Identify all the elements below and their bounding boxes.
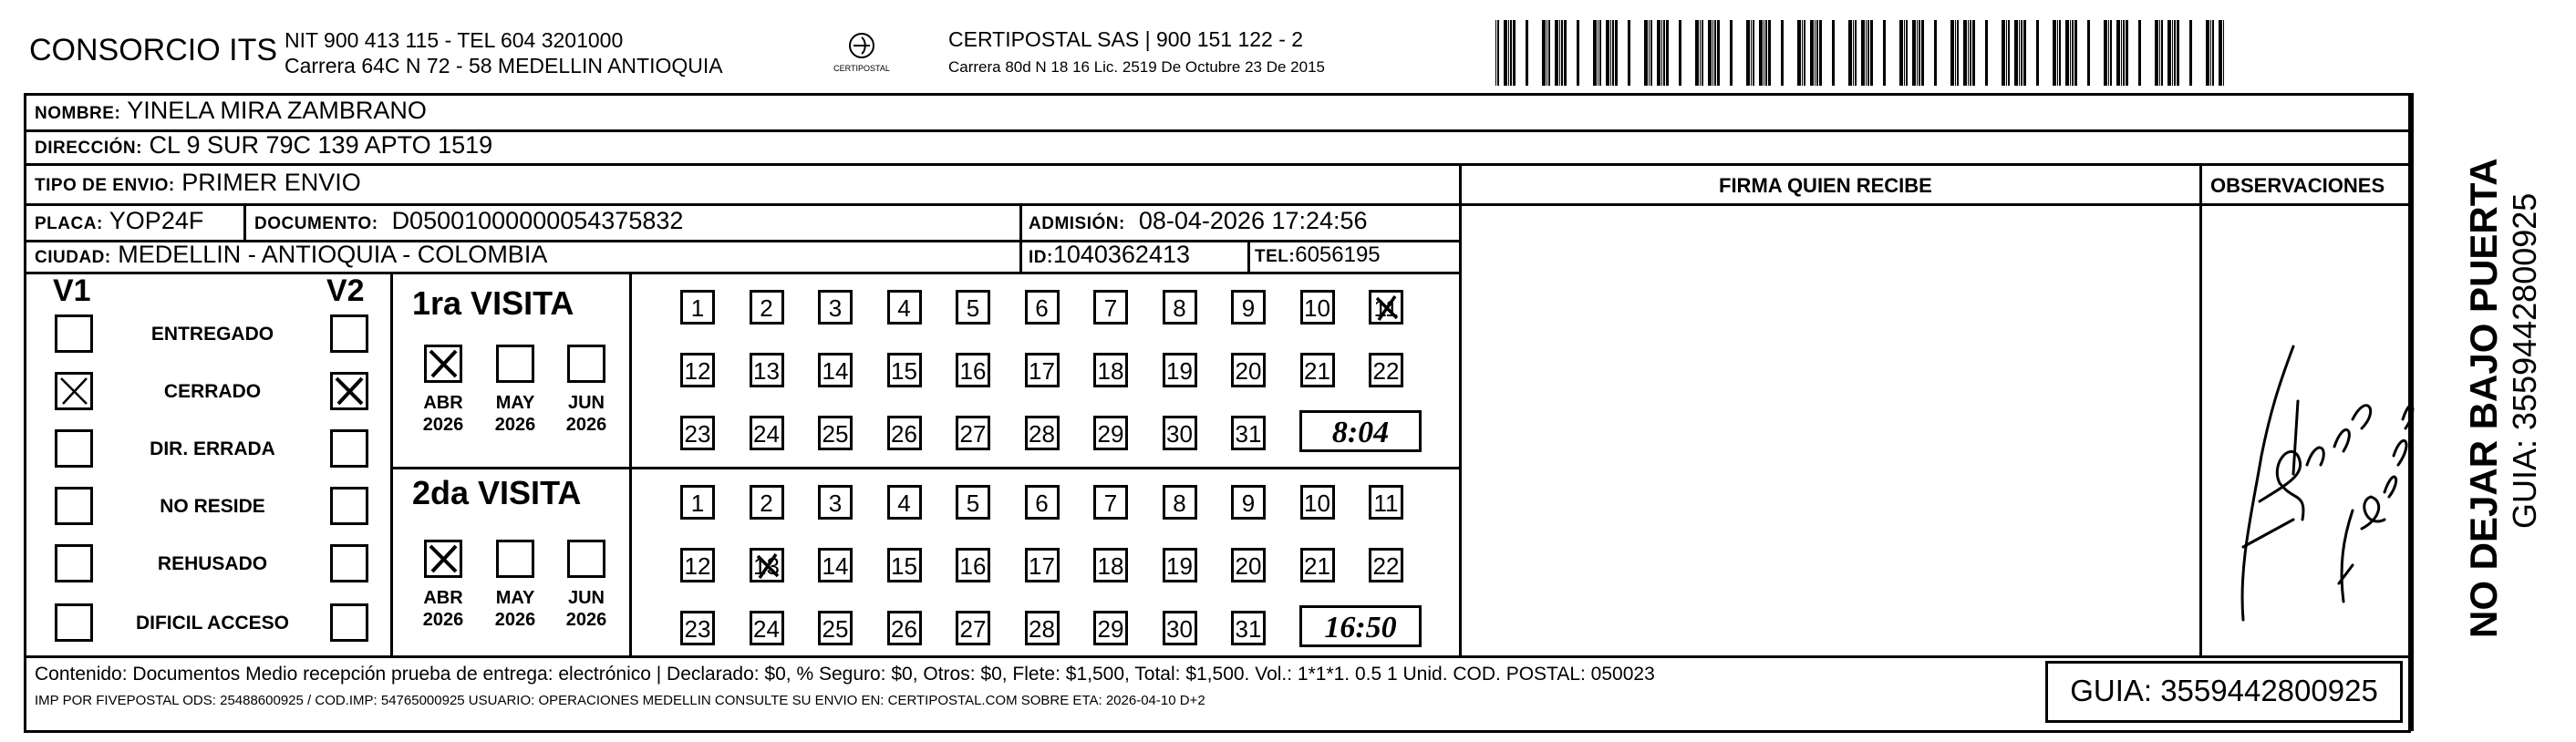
barcode-bar — [1970, 20, 1971, 86]
month-checkbox[interactable] — [424, 345, 462, 383]
barcode-bar — [1950, 20, 1954, 86]
time-handwritten — [1302, 413, 1419, 449]
barcode-bar — [1963, 20, 1967, 86]
time-box — [1299, 605, 1422, 647]
v2-checkbox[interactable] — [330, 429, 368, 468]
barcode-bar — [1599, 20, 1601, 86]
v1-checkbox[interactable] — [55, 487, 93, 525]
day-box[interactable]: 21 — [1300, 548, 1335, 582]
day-box[interactable]: 11 — [1369, 485, 1403, 520]
guia-box: GUIA: 3559442800925 — [2045, 661, 2403, 723]
month-year: 2026 — [494, 415, 536, 435]
placa-field: PLACA: YOP24F — [35, 207, 204, 234]
barcode-bar — [1861, 20, 1865, 86]
barcode-bar — [2212, 20, 2214, 86]
day-box[interactable]: 19 — [1163, 548, 1197, 582]
day-box[interactable]: 22 — [1369, 353, 1403, 387]
barcode-bar — [2057, 20, 2058, 86]
day-box[interactable]: 13 — [750, 353, 784, 387]
barcode-bar — [1606, 20, 1609, 86]
barcode-bar — [1866, 20, 1867, 86]
barcode-bar — [1555, 20, 1558, 86]
day-box[interactable]: 25 — [818, 416, 853, 450]
day-box[interactable]: 22 — [1369, 548, 1403, 582]
day-box[interactable]: 2 — [750, 290, 784, 325]
day-box[interactable]: 1 — [680, 485, 715, 520]
barcode-bar — [1816, 20, 1818, 86]
v1-checkbox[interactable] — [55, 544, 93, 582]
barcode-bar — [1853, 20, 1854, 86]
day-box[interactable]: 16 — [956, 353, 990, 387]
barcode-bar — [1593, 20, 1597, 86]
barcode — [1495, 20, 2225, 86]
month-year: 2026 — [422, 610, 464, 630]
day-box[interactable]: 29 — [1093, 611, 1128, 645]
barcode-bar — [2014, 20, 2018, 86]
barcode-bar — [1972, 20, 1975, 86]
handwritten-signature — [2207, 292, 2416, 638]
month-checkbox[interactable] — [567, 540, 605, 578]
barcode-bar — [1934, 20, 1937, 86]
barcode-bar — [1883, 20, 1886, 86]
documento-field: DOCUMENTO: D05001000000054375832 — [254, 207, 684, 234]
day-box[interactable]: 31 — [1231, 611, 1266, 645]
barcode-bar — [2219, 20, 2222, 86]
day-box[interactable]: 18 — [1093, 548, 1128, 582]
month-name: ABR — [423, 393, 463, 413]
barcode-bar — [2172, 20, 2173, 86]
tel-field: TEL:6056195 — [1255, 242, 1381, 267]
month-label — [558, 587, 615, 631]
barcode-bar — [1612, 20, 1614, 86]
day-box[interactable]: 6 — [1025, 485, 1060, 520]
barcode-bar — [2072, 20, 2074, 86]
nombre-value: YINELA MIRA ZAMBRANO — [127, 97, 427, 124]
barcode-bar — [1921, 20, 1924, 86]
barcode-bar — [1559, 20, 1560, 86]
barcode-bar — [1577, 20, 1579, 86]
barcode-bar — [2167, 20, 2171, 86]
placa-value: YOP24F — [109, 207, 204, 234]
barcode-bar — [2138, 20, 2141, 86]
v2-checkbox[interactable] — [330, 372, 368, 410]
barcode-bar — [1751, 20, 1752, 86]
ciudad-value: MEDELLIN - ANTIOQUIA - COLOMBIA — [118, 241, 548, 268]
barcode-bar — [1542, 20, 1546, 86]
barcode-bar — [2159, 20, 2160, 86]
day-box[interactable]: 14 — [818, 548, 853, 582]
barcode-bar — [1855, 20, 1857, 86]
barcode-bar — [1802, 20, 1803, 86]
v2-checkbox[interactable] — [330, 603, 368, 642]
reason-label: CERRADO — [163, 381, 262, 402]
barcode-bar — [1870, 20, 1873, 86]
day-box[interactable]: 5 — [956, 485, 990, 520]
month-checkbox[interactable] — [496, 345, 534, 383]
barcode-bar — [1797, 20, 1801, 86]
month-checkbox[interactable] — [496, 540, 534, 578]
admision-field: ADMISIÓN: 08-04-2026 17:24:56 — [1029, 207, 1368, 234]
nombre-field: NOMBRE: YINELA MIRA ZAMBRANO — [35, 97, 427, 124]
month-checkbox[interactable] — [567, 345, 605, 383]
day-box[interactable]: 12 — [680, 353, 715, 387]
month-checkbox[interactable] — [424, 540, 462, 578]
barcode-bar — [1497, 20, 1499, 86]
day-box[interactable] — [1369, 290, 1403, 325]
barcode-bar — [1912, 20, 1916, 86]
direccion-field: DIRECCIÓN: CL 9 SUR 79C 139 APTO 1519 — [35, 131, 493, 159]
v2-checkbox[interactable] — [330, 544, 368, 582]
barcode-bar — [2059, 20, 2061, 86]
day-box[interactable]: 30 — [1163, 416, 1197, 450]
form-frame — [24, 93, 2411, 733]
barcode-bar — [1695, 20, 1699, 86]
barcode-bar — [1666, 20, 1669, 86]
barcode-bar — [2189, 20, 2192, 86]
day-box[interactable]: 15 — [887, 353, 922, 387]
month-year: 2026 — [565, 610, 607, 630]
side-guia: GUIA: 3559442800925 — [2506, 192, 2543, 529]
barcode-bar — [1508, 20, 1509, 86]
day-box[interactable] — [750, 548, 784, 582]
month-name: ABR — [423, 588, 463, 608]
day-box[interactable]: 10 — [1300, 485, 1335, 520]
id-field: ID:1040362413 — [1029, 241, 1190, 268]
no-dejar-bajo-puerta: NO DEJAR BAJO PUERTA — [2462, 158, 2505, 638]
barcode-bar — [2023, 20, 2026, 86]
barcode-bar — [1663, 20, 1665, 86]
day-box[interactable]: 1 — [680, 290, 715, 325]
barcode-bar — [2174, 20, 2176, 86]
time-box — [1299, 410, 1422, 452]
barcode-bar — [2104, 20, 2107, 86]
company-name: CONSORCIO ITS — [29, 33, 278, 67]
barcode-bar — [1717, 20, 1720, 86]
month-year: 2026 — [494, 610, 536, 630]
day-box[interactable]: 4 — [887, 290, 922, 325]
barcode-bar — [1628, 20, 1630, 86]
day-box[interactable]: 5 — [956, 290, 990, 325]
barcode-bar — [1746, 20, 1750, 86]
v2-checkbox[interactable] — [330, 314, 368, 353]
day-mark — [1371, 293, 1401, 322]
barcode-bar — [1904, 20, 1905, 86]
day-box[interactable]: 8 — [1163, 485, 1197, 520]
company-address: Carrera 64C N 72 - 58 MEDELLIN ANTIOQUIA — [284, 54, 723, 77]
day-box[interactable]: 27 — [956, 416, 990, 450]
barcode-bar — [1985, 20, 1988, 86]
month-label — [487, 392, 543, 436]
barcode-bar — [1526, 20, 1528, 86]
day-box[interactable]: 7 — [1093, 290, 1128, 325]
month-year: 2026 — [422, 415, 464, 435]
day-box[interactable]: 16 — [956, 548, 990, 582]
day-box[interactable]: 4 — [887, 485, 922, 520]
barcode-bar — [1615, 20, 1618, 86]
day-box[interactable]: 18 — [1093, 353, 1128, 387]
day-box[interactable]: 14 — [818, 353, 853, 387]
barcode-bar — [1610, 20, 1611, 86]
barcode-bar — [2087, 20, 2090, 86]
barcode-bar — [1781, 20, 1784, 86]
barcode-bar — [2110, 20, 2112, 86]
day-box[interactable]: 8 — [1163, 290, 1197, 325]
v2-checkbox[interactable] — [330, 487, 368, 525]
barcode-bar — [2008, 20, 2010, 86]
day-box[interactable]: 12 — [680, 548, 715, 582]
day-box[interactable]: 31 — [1231, 416, 1266, 450]
barcode-bar — [2021, 20, 2023, 86]
tipo-envio-field: TIPO DE ENVIO: PRIMER ENVIO — [35, 169, 361, 196]
barcode-bar — [1510, 20, 1512, 86]
documento-value: D05001000000054375832 — [391, 207, 684, 234]
ciudad-field: CIUDAD: MEDELLIN - ANTIOQUIA - COLOMBIA — [35, 241, 548, 268]
barcode-bar — [1650, 20, 1652, 86]
visit1-title: 1ra VISITA — [412, 284, 574, 322]
day-box[interactable]: 20 — [1231, 353, 1266, 387]
barcode-bar — [2210, 20, 2211, 86]
day-box[interactable]: 26 — [887, 611, 922, 645]
barcode-bar — [1504, 20, 1507, 86]
barcode-bar — [1702, 20, 1703, 86]
day-box[interactable]: 6 — [1025, 290, 1060, 325]
time-handwritten — [1302, 608, 1419, 644]
barcode-bar — [1867, 20, 1869, 86]
tipo-envio-value: PRIMER ENVIO — [181, 169, 361, 196]
barcode-bar — [1955, 20, 1956, 86]
month-year: 2026 — [565, 415, 607, 435]
barcode-bar — [1661, 20, 1662, 86]
barcode-bar — [1679, 20, 1681, 86]
barcode-bar — [1548, 20, 1550, 86]
contenido-line: Contenido: Documentos Medio recepción prueba de entrega: electrónico | Declarado: $0, % Seguro: $0, Otros: $0, Flete: $1,500, Total: $1,500. Vol.: 1*1*1. 0.5 1 Unid. COD. POSTAL: 050023 — [35, 664, 1655, 685]
barcode-bar — [1848, 20, 1852, 86]
barcode-bar — [2206, 20, 2209, 86]
barcode-bar — [1917, 20, 1918, 86]
month-name: MAY — [495, 588, 535, 608]
id-value: 1040362413 — [1052, 241, 1190, 268]
v1-checkbox[interactable] — [55, 372, 93, 410]
barcode-bar — [1730, 20, 1733, 86]
day-box[interactable]: 23 — [680, 416, 715, 450]
barcode-bar — [1968, 20, 1969, 86]
barcode-bar — [1919, 20, 1920, 86]
barcode-bar — [1906, 20, 1908, 86]
barcode-bar — [1712, 20, 1713, 86]
barcode-bar — [1644, 20, 1648, 86]
visit2-title: 2da VISITA — [412, 474, 582, 511]
barcode-bar — [1815, 20, 1816, 86]
month-label — [487, 587, 543, 631]
observaciones-header: OBSERVACIONES — [2210, 174, 2385, 197]
barcode-bar — [1957, 20, 1959, 86]
barcode-bar — [1513, 20, 1516, 86]
day-box[interactable]: 9 — [1231, 485, 1266, 520]
month-name: JUN — [567, 393, 605, 413]
month-label — [415, 392, 471, 436]
barcode-bar — [2121, 20, 2122, 86]
v2-label: V2 — [326, 273, 365, 308]
month-label — [415, 587, 471, 631]
barcode-bar — [2177, 20, 2179, 86]
barcode-bar — [1700, 20, 1701, 86]
day-box[interactable]: 9 — [1231, 290, 1266, 325]
barcode-bar — [1649, 20, 1650, 86]
barcode-bar — [1804, 20, 1805, 86]
month-name: JUN — [567, 588, 605, 608]
day-box[interactable]: 29 — [1093, 416, 1128, 450]
barcode-bar — [1714, 20, 1716, 86]
day-box[interactable]: 30 — [1163, 611, 1197, 645]
barcode-bar — [2036, 20, 2039, 86]
barcode-bar — [1832, 20, 1835, 86]
reason-label: ENTREGADO — [150, 324, 274, 345]
barcode-bar — [2223, 20, 2224, 86]
reason-label: DIR. ERRADA — [150, 438, 275, 459]
barcode-bar — [1753, 20, 1754, 86]
reason-label: NO RESIDE — [160, 496, 265, 517]
day-box[interactable]: 28 — [1025, 611, 1060, 645]
tel-value: 6056195 — [1295, 242, 1381, 267]
imp-line: IMP POR FIVEPOSTAL ODS: 25488600925 / COD.IMP: 54765000925 USUARIO: OPERACIONES MEDELLIN CONSULTE SU ENVIO EN: CERTIPOSTAL.COM SOBRE ETA: 2026-04-10 D+2 — [35, 693, 1205, 708]
direccion-value: CL 9 SUR 79C 139 APTO 1519 — [149, 131, 493, 159]
barcode-bar — [1899, 20, 1903, 86]
v1-checkbox[interactable] — [55, 603, 93, 642]
barcode-bar — [1495, 20, 1496, 86]
day-box[interactable]: 26 — [887, 416, 922, 450]
day-box[interactable]: 19 — [1163, 353, 1197, 387]
svg-text:16:50: 16:50 — [1324, 611, 1397, 644]
barcode-bar — [1810, 20, 1814, 86]
reason-label: REHUSADO — [157, 553, 268, 574]
barcode-bar — [1759, 20, 1763, 86]
month-label — [558, 392, 615, 436]
svg-text:CERTIPOSTAL: CERTIPOSTAL — [833, 64, 890, 73]
day-mark — [752, 551, 781, 580]
certipostal-logo — [812, 27, 912, 82]
barcode-bar — [1561, 20, 1563, 86]
barcode-bar — [1657, 20, 1660, 86]
day-box[interactable]: 20 — [1231, 548, 1266, 582]
day-number: 11 — [1373, 294, 1399, 322]
svg-text:8:04: 8:04 — [1331, 416, 1390, 449]
barcode-bar — [2161, 20, 2163, 86]
day-box[interactable]: 24 — [750, 611, 784, 645]
admision-value: 08-04-2026 17:24:56 — [1138, 207, 1368, 234]
day-box[interactable]: 25 — [818, 611, 853, 645]
barcode-bar — [2074, 20, 2077, 86]
firma-header: FIRMA QUIEN RECIBE — [1719, 174, 1932, 197]
barcode-bar — [2116, 20, 2120, 86]
day-box[interactable]: 15 — [887, 548, 922, 582]
v1-label: V1 — [53, 273, 91, 308]
courier-name: CERTIPOSTAL SAS | 900 151 122 - 2 — [948, 27, 1304, 51]
barcode-bar — [1768, 20, 1771, 86]
day-box[interactable]: 24 — [750, 416, 784, 450]
day-box[interactable]: 2 — [750, 485, 784, 520]
barcode-bar — [2019, 20, 2020, 86]
day-box[interactable]: 10 — [1300, 290, 1335, 325]
barcode-bar — [2053, 20, 2056, 86]
day-box[interactable]: 28 — [1025, 416, 1060, 450]
v1-checkbox[interactable] — [55, 314, 93, 353]
barcode-bar — [2108, 20, 2109, 86]
nit-line: NIT 900 413 115 - TEL 604 3201000 — [284, 28, 624, 52]
day-box[interactable]: 7 — [1093, 485, 1128, 520]
day-box[interactable]: 3 — [818, 290, 853, 325]
v1-checkbox[interactable] — [55, 429, 93, 468]
day-number: 13 — [753, 552, 780, 580]
barcode-bar — [1564, 20, 1567, 86]
day-box[interactable]: 3 — [818, 485, 853, 520]
day-box[interactable]: 17 — [1025, 548, 1060, 582]
barcode-bar — [1765, 20, 1767, 86]
day-box[interactable]: 17 — [1025, 353, 1060, 387]
barcode-bar — [2123, 20, 2125, 86]
barcode-bar — [2006, 20, 2007, 86]
barcode-bar — [1708, 20, 1712, 86]
month-name: MAY — [495, 393, 535, 413]
day-box[interactable]: 27 — [956, 611, 990, 645]
reason-label: DIFICIL ACCESO — [135, 613, 289, 634]
barcode-bar — [1819, 20, 1822, 86]
barcode-bar — [2155, 20, 2158, 86]
barcode-bar — [2126, 20, 2128, 86]
barcode-bar — [2065, 20, 2069, 86]
barcode-bar — [2002, 20, 2005, 86]
company-info — [284, 27, 723, 78]
day-box[interactable]: 23 — [680, 611, 715, 645]
courier-address: Carrera 80d N 18 16 Lic. 2519 De Octubre 23 De 2015 — [948, 58, 1325, 76]
barcode-bar — [2070, 20, 2071, 86]
day-box[interactable]: 21 — [1300, 353, 1335, 387]
